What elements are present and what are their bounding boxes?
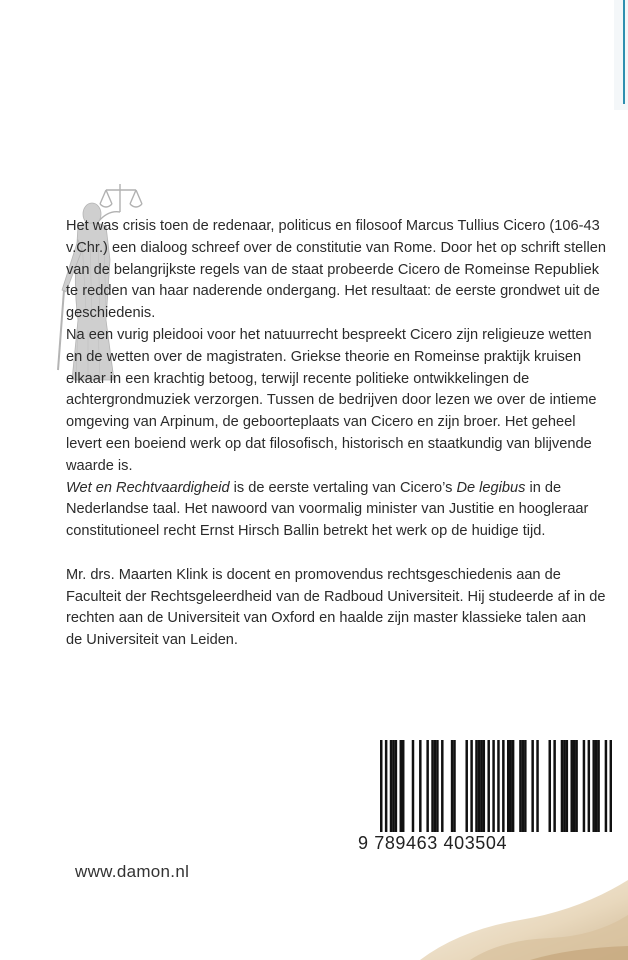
- barcode-bar: [509, 740, 511, 832]
- spine-edge-accent: [614, 0, 628, 110]
- barcode-bar: [385, 740, 387, 832]
- blurb-paragraph-3: [66, 478, 606, 543]
- barcode-bar: [566, 740, 568, 832]
- barcode-bar: [536, 740, 538, 832]
- barcode-bar: [392, 740, 394, 832]
- barcode-bar: [470, 740, 472, 832]
- barcode-bar: [519, 740, 521, 832]
- barcode-bar: [573, 740, 575, 832]
- blurb-paragraph-2: Na een vurig pleidooi voor het natuurrecht bespreekt Cicero zijn religieuze wetten en de wetten over de magistraten. Griekse theorie en Romeinse praktijk kruisen elkaar in een krachtig betoog, terwijl recente politieke ontwikkelingen de achtergrondmuziek verzorgen. Tussen de bedrijven door lezen we over de intieme omgeving van Arpinum, de geboorteplaats van Cicero en zijn broer. Het geheel levert een boeiend werk op dat filosofisch, historisch en staatkundig van blijvende waarde is.: [66, 326, 597, 474]
- barcode-bar: [453, 740, 455, 832]
- barcode-bar: [487, 740, 489, 832]
- barcode-bar: [588, 740, 590, 832]
- barcode-bar: [400, 740, 402, 832]
- barcode-bar: [497, 740, 499, 832]
- barcode-bar: [597, 740, 599, 832]
- barcode-bar: [431, 740, 433, 832]
- isbn-number: 9 789463 403504: [358, 833, 508, 853]
- barcode-bar: [478, 740, 480, 832]
- barcode-bar: [605, 740, 607, 832]
- latin-title: De legibus: [456, 479, 526, 496]
- barcode-bar: [561, 740, 563, 832]
- barcode-bar: [583, 740, 585, 832]
- barcode-bar: [563, 740, 565, 832]
- barcode-bar: [475, 740, 477, 832]
- barcode-bar: [592, 740, 594, 832]
- barcode-bar: [419, 740, 421, 832]
- book-title: Wet en Rechtvaardigheid: [66, 479, 230, 496]
- barcode-bar: [553, 740, 555, 832]
- barcode-bar: [570, 740, 572, 832]
- barcode-bar: [483, 740, 485, 832]
- barcode-bar: [395, 740, 397, 832]
- barcode-bar: [434, 740, 436, 832]
- blurb-paragraph-3-mid: is de eerste vertaling van Cicero’s: [229, 479, 457, 496]
- blurb-paragraph-1: Het was crisis toen de redenaar, politicus en filosoof Marcus Tullius Cicero (106-43 v.Chr.) een dialoog schreef over de constitutie van Rome. Door het op schrift stellen van de belangrijkste regels van de staat probeerde Cicero de Romeinse Republiek te redden van haar naderende ondergang. Het resultaat: de eerste grondwet uit de geschiedenis.: [66, 218, 606, 322]
- blurb-paragraph-3-rest: in de Nederlandse taal. Het nawoord van voormalig minister van Justitie en hoogleraar constitutioneel recht Ernst Hirsch Ballin betrekt het werk op de huidige tijd.: [66, 479, 589, 540]
- barcode-bar: [610, 740, 612, 832]
- barcode-bar: [390, 740, 392, 832]
- author-bio: Mr. drs. Maarten Klink is docent en promovendus rechtsgeschiedenis aan de Faculteit der Rechtsgeleerdheid van de Radboud Universiteit. Hij studeerde af in de rechten aan de Universiteit van Oxford en haalde zijn master klassieke talen aan de Universiteit van Leiden.: [66, 566, 606, 649]
- barcode-bar: [465, 740, 467, 832]
- barcode-bar: [492, 740, 494, 832]
- publisher-website: www.damon.nl: [75, 862, 190, 881]
- blurb-text: [66, 216, 606, 652]
- barcode-bar: [451, 740, 453, 832]
- barcode-bar: [436, 740, 438, 832]
- barcode: [380, 740, 612, 832]
- barcode-bar: [380, 740, 382, 832]
- barcode-bar: [507, 740, 509, 832]
- barcode-bar: [402, 740, 404, 832]
- barcode-bar: [595, 740, 597, 832]
- barcode-bar: [412, 740, 414, 832]
- barcode-bar: [480, 740, 482, 832]
- barcode-bar: [426, 740, 428, 832]
- parchment-scroll-decoration: [380, 860, 628, 960]
- barcode-bar: [524, 740, 526, 832]
- barcode-bar: [502, 740, 504, 832]
- barcode-bar: [531, 740, 533, 832]
- barcode-bar: [549, 740, 551, 832]
- barcode-bar: [522, 740, 524, 832]
- barcode-bar: [575, 740, 577, 832]
- barcode-bar: [441, 740, 443, 832]
- isbn-barcode-block: [358, 740, 608, 860]
- barcode-bar: [512, 740, 514, 832]
